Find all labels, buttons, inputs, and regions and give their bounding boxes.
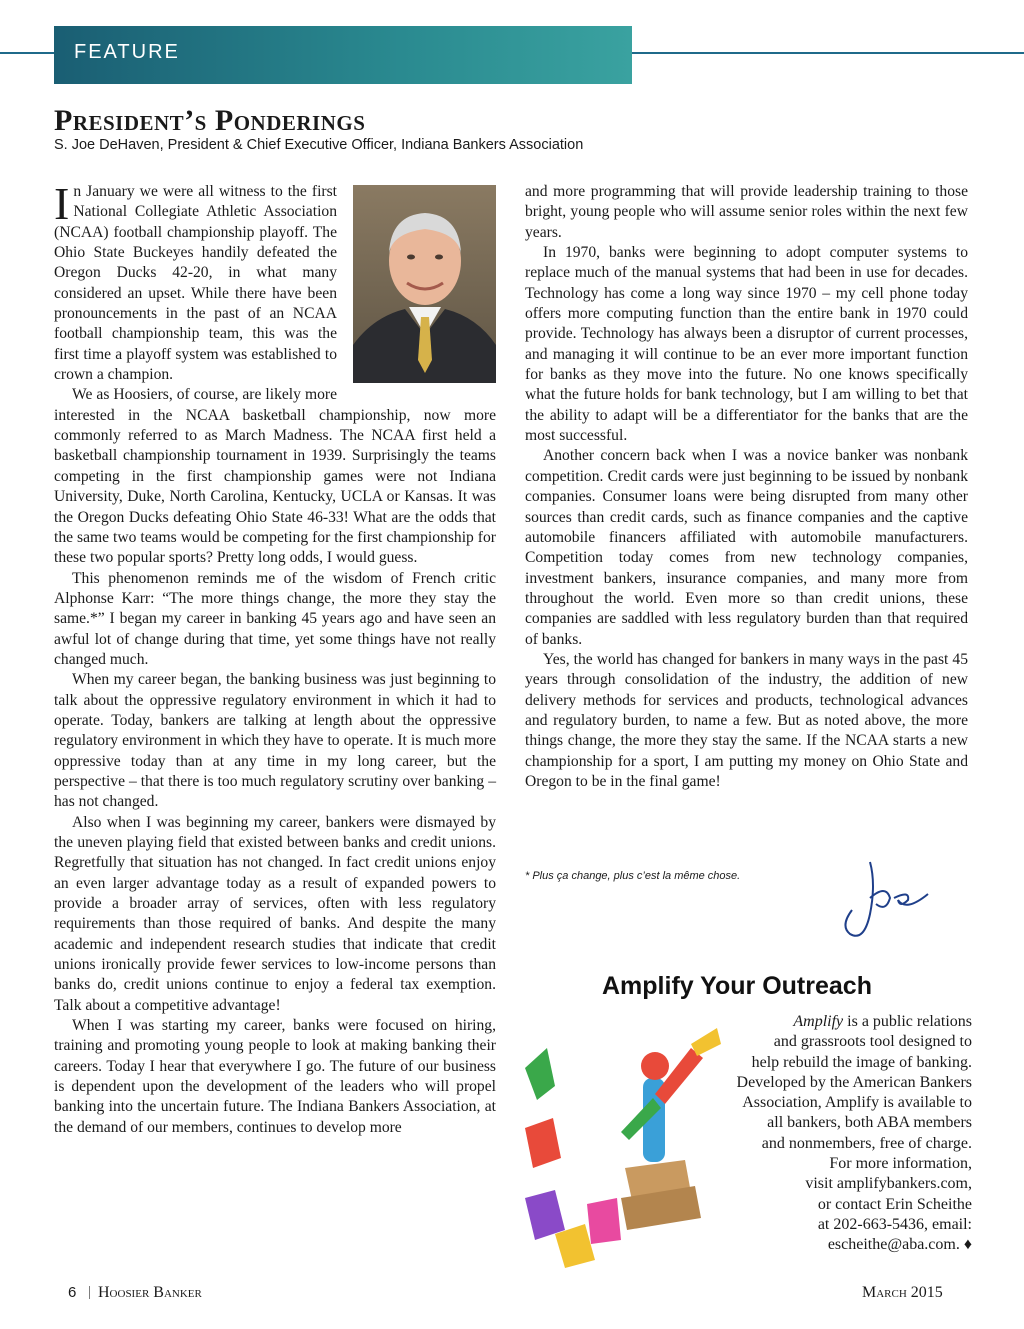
article-paragraph: Another concern back when I was a novice banker was nonbank competition. Credit cards were just beginning to be issued by nonbank companies. Consumer loans were being disrupted from many other sources than credit cards, such as finance companies and the captive automobile financers affiliated with automobile manufacturers. Competition today comes from new technology companies, investment bankers, insurance companies, and many more from throughout the world. Even more so than credit unions, these companies are saddled with less regulatory burden than that required of banks. [525, 447, 968, 648]
article-paragraph: In 1970, banks were beginning to adopt computer systems to replace much of the manual systems that had been in use for decades. Technology has come a long way since 1970 – my cell phone today offers more computing function than the entire bank in 1970 could provide. Technology has always been a disruptor of current processes, and managing it will continue to be an ever more important function for banks as they move into the future. No one knows specifically what the future holds for bank technology, but I am willing to bet that the ability to adapt will be a differentiator for the banks that are the most successful. [525, 244, 968, 445]
page-number: 6 [68, 1284, 77, 1301]
magazine-name: Hoosier Banker [98, 1284, 202, 1301]
ad-line: help rebuild the image of banking. [751, 1053, 972, 1071]
ad-line: visit amplifybankers.com, [805, 1175, 972, 1193]
article-title: President’s Ponderings [54, 104, 366, 137]
author-portrait [353, 185, 496, 383]
footer-separator: | [88, 1284, 92, 1300]
ad-title: Amplify Your Outreach [602, 972, 872, 1000]
article-paragraph: Also when I was beginning my career, bankers were dismayed by the uneven playing field that existed between banks and credit unions. Regretfully that situation has not changed. In fact credit unions enjoy an even larger advantage today as a result of expanded powers to provide a broader array of services, often with less regulatory requirements than those required of banks. And despite the many academic and independent research studies that indicate that credit unions ironically provide fewer services to low-income persons than banks do, credit unions continue to enjoy a federal tax exemption. Talk about a competitive advantage! [54, 813, 496, 1014]
signature-joe [836, 854, 936, 944]
issue-date: March 2015 [862, 1284, 943, 1301]
article-paragraph: and more programming that will provide leadership training to those bright, young people who will assume senior roles within the next few years. [525, 183, 968, 241]
ad-line: all bankers, both ABA members [767, 1114, 972, 1132]
article-paragraph: When I was starting my career, banks were focused on hiring, training and promoting young people to look at making banking their careers. Today I hear that everywhere I go. The future of our business is dependent upon the development of the leaders who will propel banking into the uncertain future. The Indiana Bankers Association, at the demand of our members, continues to develop more [54, 1017, 496, 1136]
article-paragraph: In January we were all witness to the first National Collegiate Athletic Association (NCAA) football championship playoff. The Ohio State Buckeyes handily defeated the Oregon Ducks 42-20, in what many considered an upset. While there have been pronouncements in the past of an NCAA football championship team, this was the first time a playoff system was established to crown a champion. [54, 178, 337, 384]
section-banner [54, 26, 632, 84]
ad-line: Developed by the American Bankers [736, 1073, 972, 1091]
article-paragraph: This phenomenon reminds me of the wisdom of French critic Alphonse Karr: “The more things change, the more they stay the same.*” I began my career in banking 45 years ago and have seen an awful lot of change during that time, yet some things have not really changed much. [54, 569, 496, 668]
article-byline: S. Joe DeHaven, President & Chief Executive Officer, Indiana Bankers Association [54, 137, 584, 153]
ad-line: Association, Amplify is available to [742, 1094, 972, 1112]
ad-line: or contact Erin Scheithe [817, 1195, 972, 1213]
section-label: FEATURE [74, 41, 180, 63]
ad-copy [660, 1012, 972, 1256]
ad-line: Amplify is a public relations [793, 1013, 972, 1030]
ad-line: For more information, [829, 1155, 972, 1173]
article-paragraph: Yes, the world has changed for bankers in many ways in the past 45 years through consolidation of the industry, the addition of new delivery methods for services and products, technological advances and regulatory burden, to name a few. But as noted above, the more things change, the more they stay the same. If the NCAA starts a new championship for a sport, I am putting my money on Ohio State and Oregon to be in the final game! [525, 650, 968, 790]
ad-line: at 202-663-5436, email: [817, 1215, 972, 1233]
ad-line: and nonmembers, free of charge. [761, 1134, 972, 1152]
footnote: * Plus ça change, plus c’est la même chose. [525, 870, 741, 882]
drop-cap: I [54, 178, 70, 229]
article-column-left [54, 178, 496, 1138]
ad-line: and grassroots tool designed to [773, 1033, 972, 1051]
article-paragraph: When my career began, the banking business was just beginning to talk about the oppressive regulatory environment in which it had to operate. Today, bankers are talking at length about the oppressive regulatory environment in which they have to operate. It is much more oppressive today than at any time in my long career, but the perspective – that there is too much regulatory scrutiny over banking – has not changed. [54, 671, 496, 811]
ad-line: escheithe@aba.com. ♦ [827, 1236, 972, 1254]
article-column-right [525, 182, 968, 792]
article-paragraph: We as Hoosiers, of course, are likely more interested in the NCAA basketball championship, now more commonly referred to as March Madness. The NCAA first held a basketball championship tournament in 1939. Surprisingly the teams competing in the first championship games were not Indiana University, Duke, North Carolina, Kentucky, UCLA or Kansas. It was the Oregon Ducks defeating Ohio State 46-33! What are the odds that the same two teams would be competing for the first championship for these two popular sports? Pretty long odds, I would guess. [54, 386, 496, 567]
